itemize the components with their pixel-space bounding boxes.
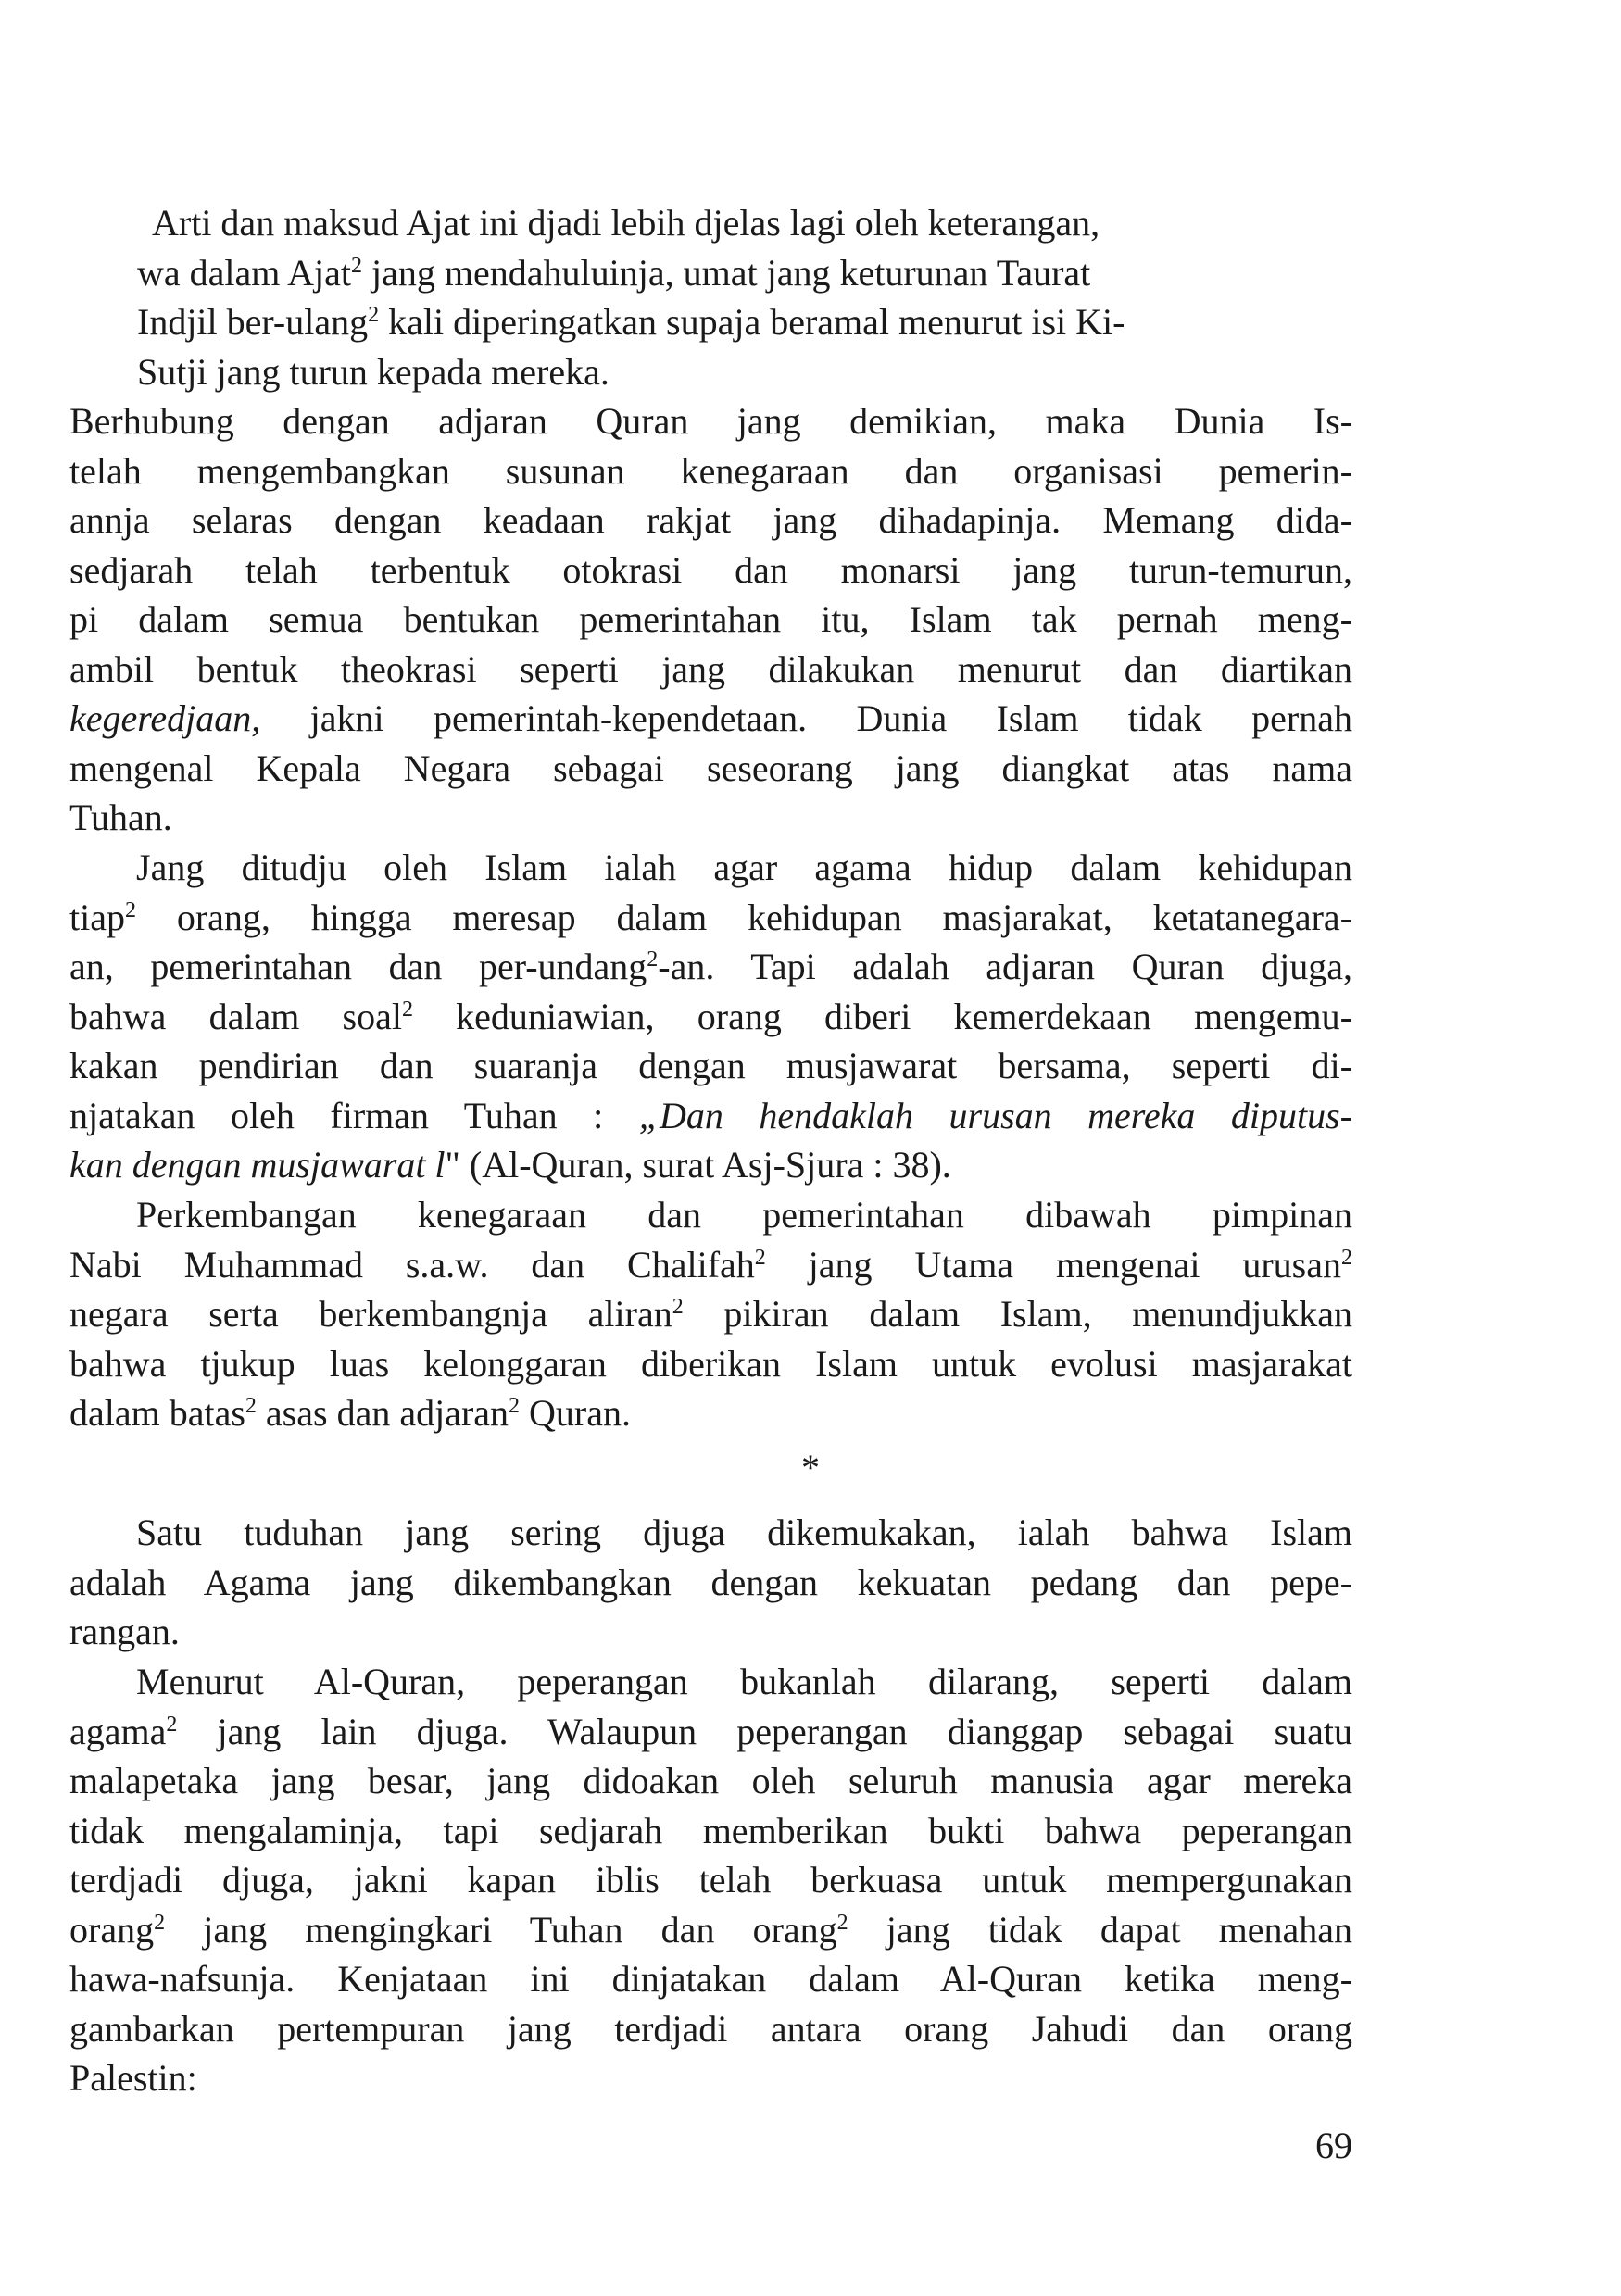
paragraph-1 [69, 396, 1352, 843]
text-line: telah mengembangkan susunan kenegaraan dan organisasi pemerin- [69, 449, 1352, 492]
superscript: 2 [647, 947, 659, 972]
text-line: an, pemerintahan dan per-undang$^2$-an. Tapi adalah adjaran Quran djuga, [69, 946, 1352, 987]
text-line: Nabi Muhammad s.a.w. dan Chalifah$^2$ jang Utama mengenai urusan$^2$ [69, 1243, 1352, 1286]
text-line: wa dalam Ajat$^2$ jang mendahuluinja, umat jang keturunan Taurat [137, 251, 1091, 294]
text-line: mengenal Kepala Negara sebagai seseorang jang diangkat atas nama [69, 747, 1352, 789]
paragraph-5 [69, 1657, 1352, 2103]
intro-block [137, 198, 1263, 396]
text-line: tiap$^2$ orang, hingga meresap dalam kehidupan masjarakat, ketatanegara- [69, 896, 1352, 938]
text-line: annja selaras dengan keadaan rakjat jang dihadapinja. Memang dida- [69, 499, 1352, 541]
paragraph-2 [69, 843, 1352, 1190]
page-number: 69 [1315, 2125, 1352, 2166]
text-line: orang$^2$ jang mengingkari Tuhan dan orang$^2$ jang tidak dapat menahan [69, 1908, 1353, 1951]
text-line: Menurut Al-Quran, peperangan bukanlah dilarang, seperti dalam [136, 1661, 1352, 1702]
text-line: njatakan oleh firman Tuhan : „Dan hendaklah urusan mereka diputus- [69, 1094, 1352, 1136]
superscript: 2 [368, 303, 380, 327]
superscript: 2 [754, 1245, 766, 1270]
superscript: 2 [1341, 1245, 1352, 1270]
text-line: Jang ditudju oleh Islam ialah agar agama hidup dalam kehidupan [136, 847, 1352, 888]
section-separator: * [801, 1447, 820, 1488]
text-line: Berhubung dengan adjaran Quran jang demikian, maka Dunia Is- [69, 400, 1352, 442]
text-line: Tuhan. [69, 797, 172, 838]
text-line: Perkembangan kenegaraan dan pemerintahan dibawah pimpinan [136, 1194, 1352, 1236]
text-line: negara serta berkembangnja aliran$^2$ pikiran dalam Islam, menundjukkan [69, 1293, 1352, 1335]
text-line: gambarkan pertempuran jang terdjadi antara orang Jahudi dan orang [69, 2007, 1352, 2050]
superscript: 2 [166, 1712, 178, 1737]
text-line: Arti dan maksud Ajat ini djadi lebih djelas lagi oleh keterangan, [152, 202, 1100, 244]
text-line: Palestin: [69, 2057, 197, 2099]
text-line: kegeredjaan, jakni pemerintah-kependetaan. Dunia Islam tidak pernah [69, 697, 1352, 739]
text-line: ambil bentuk theokrasi seperti jang dilakukan menurut dan diartikan [69, 647, 1352, 690]
superscript: 2 [351, 253, 363, 278]
paragraph-3 [69, 1190, 1352, 1438]
text-line: pi dalam semua bentukan pemerintahan itu, Islam tak pernah meng- [69, 598, 1352, 640]
text-line: dalam batas$^2$ asas dan adjaran$^2$ Quran. [69, 1392, 631, 1434]
text-line: Satu tuduhan jang sering djuga dikemukakan, ialah bahwa Islam [136, 1512, 1352, 1553]
text-line: kan dengan musjawarat l" (Al-Quran, surat Asj-Sjura : 38). [69, 1144, 951, 1186]
text-line: Sutji jang turun kepada mereka. [137, 350, 609, 393]
superscript: 2 [509, 1394, 521, 1418]
superscript: 2 [401, 997, 413, 1022]
text-line: bahwa dalam soal$^2$ keduniawian, orang diberi kemerdekaan mengemu- [69, 995, 1352, 1037]
superscript: 2 [124, 897, 136, 922]
superscript: 2 [154, 1910, 166, 1935]
text-line: kakan pendirian dan suaranja dengan musjawarat bersama, seperti di- [69, 1045, 1352, 1086]
superscript: 2 [672, 1295, 684, 1319]
text-line: bahwa tjukup luas kelonggaran diberikan Islam untuk evolusi masjarakat [69, 1342, 1352, 1385]
text-line: terdjadi djuga, jakni kapan iblis telah berkuasa untuk mempergunakan [69, 1859, 1352, 1901]
text-line: malapetaka jang besar, jang didoakan oleh seluruh manusia agar mereka [69, 1760, 1352, 1801]
text-line: Indjil ber-ulang$^2$ kali diperingatkan supaja beramal menurut isi Ki- [137, 301, 1125, 343]
superscript: 2 [836, 1910, 848, 1935]
superscript: 2 [245, 1394, 257, 1418]
text-line: hawa-nafsunja. Kenjataan ini dinjatakan dalam Al-Quran ketika meng- [69, 1958, 1352, 2000]
paragraph-4 [69, 1508, 1352, 1657]
text-line: tidak mengalaminja, tapi sedjarah memberikan bukti bahwa peperangan [69, 1809, 1352, 1851]
text-line: agama$^2$ jang lain djuga. Walaupun peperangan dianggap sebagai suatu [69, 1710, 1352, 1752]
text-line: sedjarah telah terbentuk otokrasi dan monarsi jang turun-temurun, [69, 548, 1352, 591]
text-line: adalah Agama jang dikembangkan dengan kekuatan pedang dan pepe- [69, 1561, 1352, 1603]
text-line: rangan. [69, 1611, 180, 1652]
